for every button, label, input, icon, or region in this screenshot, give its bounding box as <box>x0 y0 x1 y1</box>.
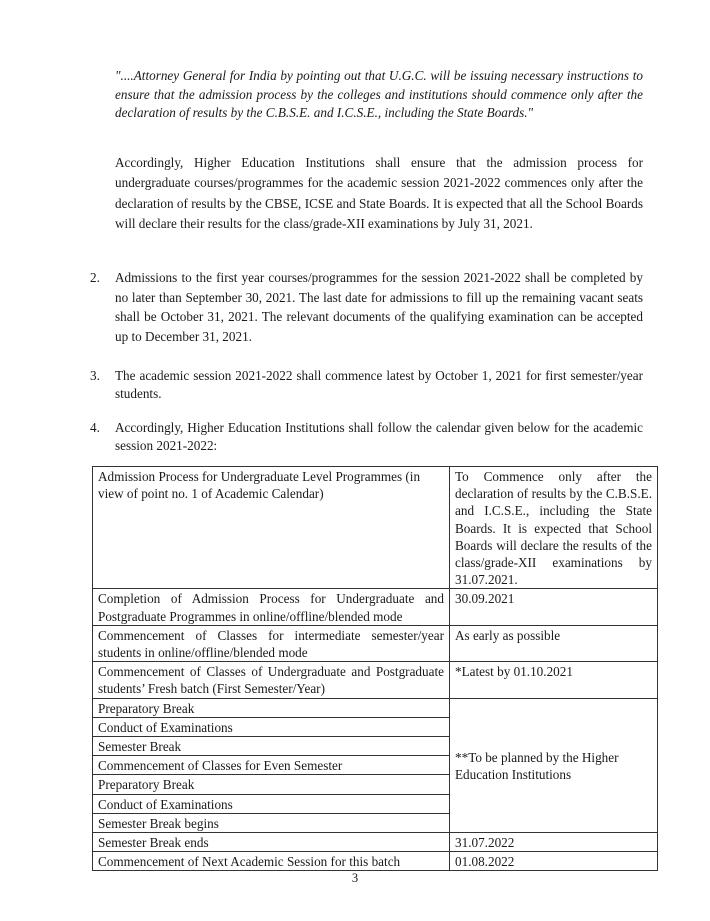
table-row <box>93 833 658 852</box>
table-row <box>93 625 658 661</box>
list-item-number: 3. <box>90 368 100 383</box>
quoted-statement: "....Attorney General for India by pointing out that U.G.C. will be issuing necessary instructions to ensure that the admission process by the colleges and institutions should commence only after the declaration of results by the C.B.S.E. and I.C.S.E., including the State Boards." <box>115 68 643 121</box>
activity-cell: Preparatory Break <box>93 698 450 717</box>
table-row <box>93 698 658 717</box>
table-row <box>93 852 658 871</box>
activity-cell: Commencement of Classes of Undergraduate and Postgraduate students’ Fresh batch (First Semester/Year) <box>93 662 450 698</box>
timeline-cell: 30.09.2021 <box>450 589 658 625</box>
table-row <box>93 589 658 625</box>
activity-cell: Completion of Admission Process for Undergraduate and Postgraduate Programmes in online/offline/blended mode <box>93 589 450 625</box>
timeline-cell: 01.08.2022 <box>450 852 658 871</box>
activity-cell: Conduct of Examinations <box>93 794 450 813</box>
activity-cell: Commencement of Next Academic Session for this batch <box>93 852 450 871</box>
timeline-cell: To Commence only after the declaration of results by the C.B.S.E. and I.C.S.E., including the State Boards. It is expected that School Boards will declare the results of the class/grade-XII examinations by 31.07.2021. <box>450 467 658 589</box>
paragraph-accordingly: Accordingly, Higher Education Institutions shall ensure that the admission process for undergraduate courses/programmes for the academic session 2021-2022 commences only after the declaration of results by the CBSE, ICSE and State Boards. It is expected that all the School Boards will declare their results for the class/grade-XII examinations by July 31, 2021. <box>115 155 643 232</box>
list-item-2 <box>90 268 643 346</box>
activity-cell: Semester Break begins <box>93 813 450 832</box>
list-item-text: Admissions to the first year courses/programmes for the session 2021-2022 shall be completed by no later than September 30, 2021. The last date for admissions to fill up the remaining vacant seats shall be October 31, 2021. The relevant documents of the qualifying examination can be accepted up to December 31, 2021. <box>115 270 643 344</box>
academic-calendar-table <box>92 466 658 871</box>
timeline-cell-merged: **To be planned by the Higher Education Institutions <box>450 698 658 832</box>
table-row <box>93 467 658 589</box>
activity-cell: Commencement of Classes for intermediate semester/year students in online/offline/blended mode <box>93 625 450 661</box>
list-item-number: 2. <box>90 270 100 285</box>
list-item-4 <box>90 419 643 456</box>
activity-cell: Conduct of Examinations <box>93 717 450 736</box>
activity-cell: Commencement of Classes for Even Semester <box>93 756 450 775</box>
table-row <box>93 662 658 698</box>
activity-cell: Semester Break ends <box>93 833 450 852</box>
activity-cell: Admission Process for Undergraduate Level Programmes (in view of point no. 1 of Academic Calendar) <box>93 467 450 589</box>
list-item-text: Accordingly, Higher Education Institutions shall follow the calendar given below for the academic session 2021-2022: <box>115 420 643 454</box>
list-item-3 <box>90 367 643 404</box>
timeline-cell: *Latest by 01.10.2021 <box>450 662 658 698</box>
activity-cell: Preparatory Break <box>93 775 450 794</box>
timeline-cell: 31.07.2022 <box>450 833 658 852</box>
timeline-cell: As early as possible <box>450 625 658 661</box>
page-number: 3 <box>351 871 359 885</box>
activity-cell: Semester Break <box>93 737 450 756</box>
list-item-number: 4. <box>90 420 100 435</box>
list-item-text: The academic session 2021-2022 shall commence latest by October 1, 2021 for first semester/year students. <box>115 368 643 402</box>
